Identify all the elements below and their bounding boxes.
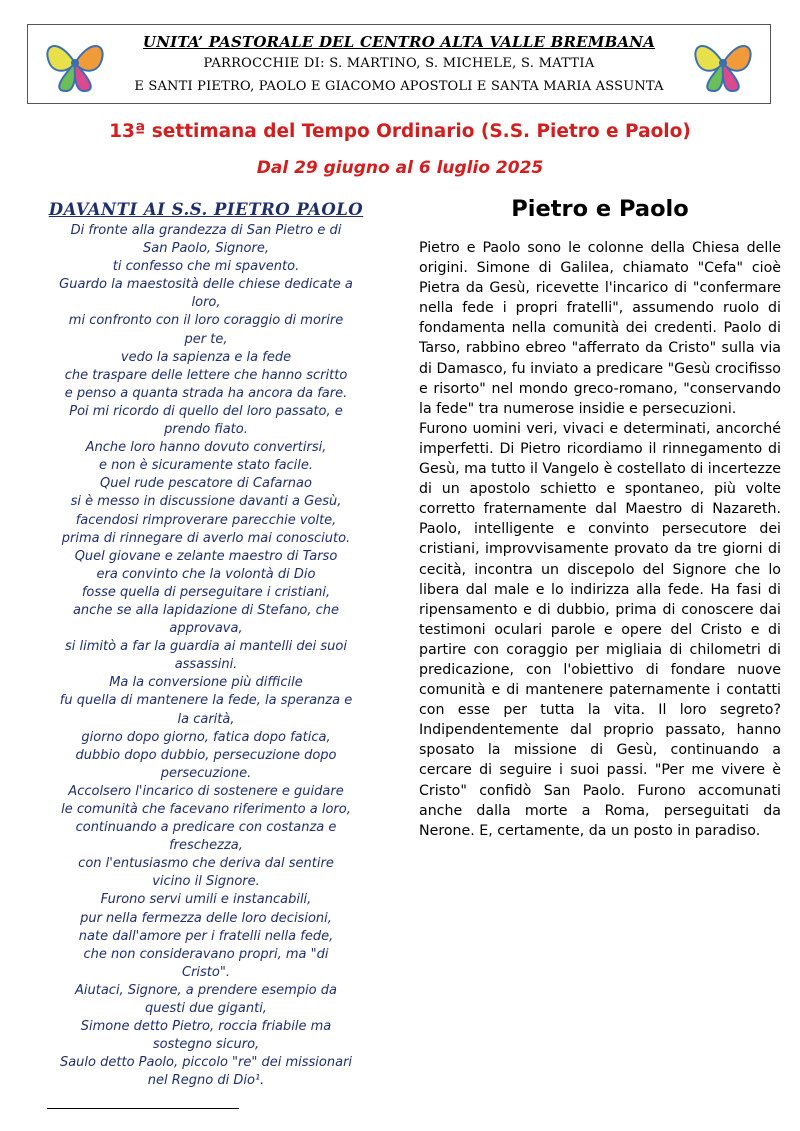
footnote-divider	[47, 1108, 239, 1109]
prayer-line: si è messo in discussione davanti a Gesù,	[70, 494, 342, 510]
prayer-line: sostegno sicuro,	[152, 1037, 260, 1053]
prayer-line: continuando a predicare con costanza e	[75, 820, 337, 836]
prayer-line: Cristo".	[182, 964, 230, 980]
prayer-line: nel Regno di Dio¹.	[147, 1073, 265, 1089]
prayer-line: facendosi rimproverare parecchie volte,	[75, 512, 337, 528]
prayer-line: Quel rude pescatore di Cafarnao	[100, 476, 312, 492]
prayer-line: Anche loro hanno dovuto convertirsi,	[85, 440, 327, 456]
prayer-line: giorno dopo giorno, fatica dopo fatica,	[81, 729, 331, 745]
prayer-line: Quel giovane e zelante maestro di Tarso	[74, 548, 338, 564]
prayer-line: dubbio dopo dubbio, persecuzione dopo	[75, 747, 337, 763]
prayer-line: nate dall'amore per i fratelli nella fede,	[78, 928, 334, 944]
prayer-line: Ma la conversione più difficile	[109, 675, 303, 691]
prayer-line: persecuzione.	[160, 765, 252, 781]
prayer-line: freschezza,	[169, 838, 243, 854]
prayer-line: e penso a quanta strada ha ancora da fare.	[64, 385, 348, 401]
article-paragraph: Pietro e Paolo sono le colonne della Chiesa delle origini. Simone di Galilea, chiamato "Cefa" cioè Pietra da Gesù, ricevette l'incarico di "confermare nella fede i propri fratelli", assumendo ruolo di fondamenta nella comunità dei credenti. Paolo di Tarso, rabbino ebreo "afferrato da Cristo" sulla via di Damasco, fu inviato a predicare "Gesù crocifisso e risorto" nel mondo greco-romano, "conservando la fede" tra numerose insidie e persecuzioni.	[419, 240, 781, 417]
prayer-line: Furono servi umili e instancabili,	[100, 892, 312, 908]
header-title: UNITA’ PASTORALE DEL CENTRO ALTA VALLE BREMBANA	[142, 33, 656, 51]
prayer-line: questi due giganti,	[145, 1001, 267, 1017]
prayer-line: e non è sicuramente stato facile.	[98, 458, 314, 474]
prayer-line: vicino il Signore.	[152, 874, 260, 890]
prayer-line: fu quella di mantenere la fede, la speranza e	[59, 693, 353, 709]
prayer-line: per te,	[184, 331, 228, 347]
week-dates: Dal 29 giugno al 6 luglio 2025	[256, 158, 544, 178]
prayer-line: San Paolo, Signore,	[143, 241, 269, 257]
week-title: 13ª settimana del Tempo Ordinario (S.S. Pietro e Paolo)	[109, 121, 691, 142]
prayer-line: si limitò a far la guardia ai mantelli dei suoi	[64, 639, 347, 655]
prayer-column	[30, 200, 382, 1091]
prayer-line: Aiutaci, Signore, a prendere esempio da	[74, 982, 337, 998]
prayer-line: pur nella fermezza delle loro decisioni,	[80, 910, 332, 926]
prayer-line: Poi mi ricordo di quello del loro passato, e	[69, 403, 343, 419]
prayer-title: DAVANTI AI S.S. PIETRO PAOLO	[48, 200, 364, 219]
prayer-line: mi confronto con il loro coraggio di morire	[68, 313, 344, 329]
prayer-line: prima di rinnegare di averlo mai conosciuto.	[61, 530, 351, 546]
prayer-line: le comunità che facevano riferimento a loro,	[61, 802, 351, 817]
prayer-line: era convinto che la volontà di Dio	[96, 566, 316, 582]
prayer-line: con l'entusiasmo che deriva dal sentire	[78, 856, 334, 872]
prayer-line: ti confesso che mi spavento.	[112, 259, 300, 275]
article-title: Pietro e Paolo	[511, 196, 689, 222]
prayer-line: Simone detto Pietro, roccia friabile ma	[80, 1019, 332, 1035]
prayer-line: approvava,	[169, 621, 243, 637]
header-box	[27, 24, 771, 104]
prayer-line: Saulo detto Paolo, piccolo "re" dei missionari	[59, 1055, 353, 1071]
prayer-line: Di fronte alla grandezza di San Pietro e di	[70, 223, 342, 238]
prayer-line: prendo fiato.	[164, 422, 248, 438]
prayer-line: assassini.	[174, 657, 238, 673]
prayer-line: anche se alla lapidazione di Stefano, che	[72, 602, 340, 618]
prayer-line: Guardo la maestosità delle chiese dedicate a	[59, 277, 353, 293]
prayer-line: fosse quella di perseguitare i cristiani,	[81, 584, 331, 600]
prayer-line: Accolsero l'incarico di sostenere e guidare	[68, 783, 344, 799]
prayer-line: vedo la sapienza e la fede	[120, 349, 292, 365]
prayer-line: la carità,	[177, 711, 235, 727]
article-paragraph: Furono uomini veri, vivaci e determinati, ancorché imperfetti. Di Pietro ricordiamo il rinnegamento di Gesù, ma tutto il Vangelo è costellato di incertezze di un apostolo schietto e spontaneo, più volte corretto fraternamente dal Maestro di Nazareth. Paolo, intelligente e convinto persecutore dei cristiani, improvvisamente provato da tre giorni di cecità, incontra un discepolo del Signore che lo libera dal male e lo indirizza alla fede. Ha fasi di ripensamento e di dubbio, prima di conoscere dai testimoni oculari parole e opere del Cristo e di partire con coraggio per migliaia di chilometri di predicazione, con l'obiettivo di fondare nuove comunità e di mantenere paternamente i contatti con esse per tutta la vita. Il loro segreto? Indipendentemente dal proprio passato, hanno sposato la missione di Gesù, continuando a cercare di seguire i suoi passi. "Per me vivere è Cristo" confidò San Paolo. Furono accomunati anche dalla morte a Roma, perseguitati da Nerone. E, certamente, da un posto in paradiso.	[419, 420, 781, 839]
prayer-line: loro,	[191, 295, 221, 311]
prayer-line: che traspare delle lettere che hanno scritto	[64, 367, 348, 383]
header-parishes: PARROCCHIE DI: S. MARTINO, S. MICHELE, S. MATTIA	[203, 56, 595, 71]
prayer-line: che non consideravano propri, ma "di	[83, 946, 329, 962]
header-parishes-continued: E SANTI PIETRO, PAOLO E GIACOMO APOSTOLI E SANTA MARIA ASSUNTA	[134, 79, 664, 94]
article-column	[419, 196, 781, 841]
